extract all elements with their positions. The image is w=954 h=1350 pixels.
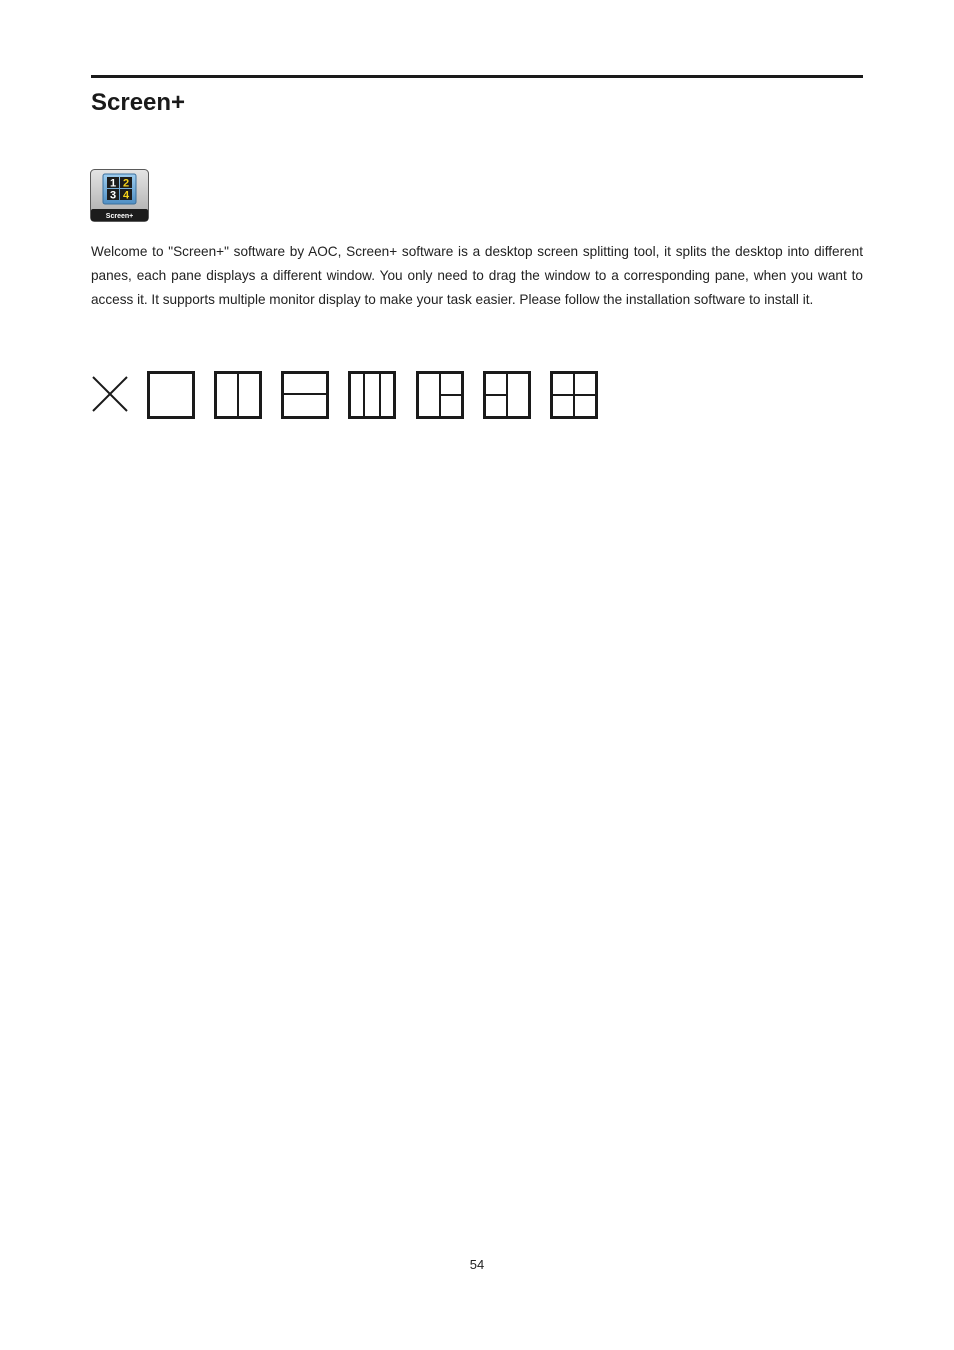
left-stack-and-right-split-icon xyxy=(483,371,531,419)
page-number: 54 xyxy=(469,1257,485,1272)
layout-icon-row xyxy=(91,371,611,419)
page-title: Screen+ xyxy=(91,89,186,116)
top-rule xyxy=(91,75,863,78)
app-icon-digit-3: 3 xyxy=(109,189,117,202)
app-icon-caption: Screen+ xyxy=(105,213,134,220)
intro-paragraph: Welcome to "Screen+" software by AOC, Screen+ software is a desktop screen splitting tool, it splits the desktop into different panes, each pane displays a different window. You only need to drag the window to a corresponding pane, when you want to access it. It supports multiple monitor display to make your task easier. Please follow the installation software to install it. xyxy=(91,244,863,307)
two-column-split-icon xyxy=(214,371,262,419)
four-quadrant-split-icon xyxy=(550,371,598,419)
app-icon-digit-1: 1 xyxy=(109,177,117,190)
three-column-split-icon xyxy=(348,371,396,419)
two-row-split-icon xyxy=(281,371,329,419)
left-and-right-stack-split-icon xyxy=(416,371,464,419)
app-icon-digit-4: 4 xyxy=(122,189,130,202)
single-pane-icon xyxy=(147,371,195,419)
close-x-icon xyxy=(91,371,139,419)
app-icon-digit-2: 2 xyxy=(122,177,130,190)
screen-plus-app-icon xyxy=(90,169,149,222)
